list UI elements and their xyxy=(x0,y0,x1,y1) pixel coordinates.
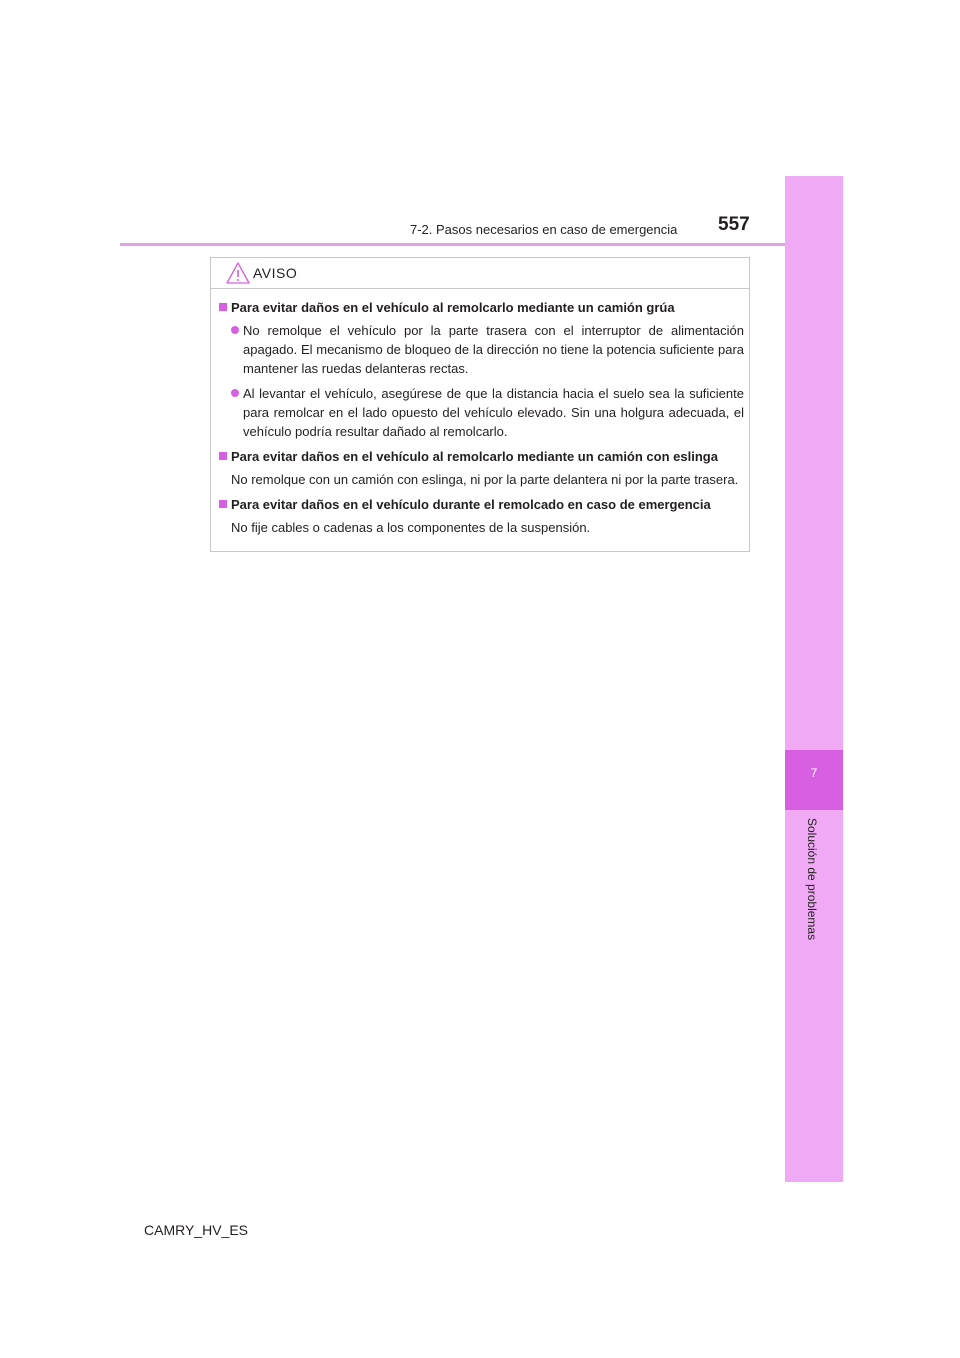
page-header xyxy=(120,214,842,244)
header-divider xyxy=(120,243,842,246)
warning-content xyxy=(219,298,744,543)
circle-bullet-icon xyxy=(231,326,239,334)
chapter-number: 7 xyxy=(810,766,818,780)
chapter-side-tab xyxy=(785,176,843,1182)
square-bullet-icon xyxy=(219,452,227,460)
chapter-label: Solución de problemas xyxy=(805,818,819,941)
section-heading: Para evitar daños en el vehículo durante el remolcado en caso de emergencia xyxy=(219,495,744,514)
warning-title: AVISO xyxy=(253,265,298,281)
page-number: 557 xyxy=(718,214,750,235)
warning-header xyxy=(211,258,749,289)
list-item: No remolque el vehículo por la parte trasera con el interruptor de alimentación apagado. El mecanismo de bloqueo de la dirección no tiene la potencia suficiente para mantener las ruedas delanteras rectas. xyxy=(219,321,744,378)
section-heading: Para evitar daños en el vehículo al remolcarlo mediante un camión con eslinga xyxy=(219,447,744,466)
warning-triangle-icon xyxy=(225,261,251,285)
square-bullet-icon xyxy=(219,500,227,508)
circle-bullet-icon xyxy=(231,389,239,397)
section-title: 7-2. Pasos necesarios en caso de emergencia xyxy=(410,222,678,237)
warning-box xyxy=(210,257,750,552)
section-text: No fije cables o cadenas a los componentes de la suspensión. xyxy=(231,520,591,535)
chapter-tab-marker xyxy=(785,750,843,810)
document-code: CAMRY_HV_ES xyxy=(144,1222,249,1238)
section-text: No remolque con un camión con eslinga, ni por la parte delantera ni por la parte trasera. xyxy=(231,472,739,487)
list-item: Al levantar el vehículo, asegúrese de que la distancia hacia el suelo sea la suficiente para remolcar en el lado opuesto del vehículo elevado. Sin una holgura adecuada, el vehículo podría resultar dañado al remolcarlo. xyxy=(219,384,744,441)
section-heading: Para evitar daños en el vehículo al remolcarlo mediante un camión grúa xyxy=(219,298,744,317)
square-bullet-icon xyxy=(219,303,227,311)
